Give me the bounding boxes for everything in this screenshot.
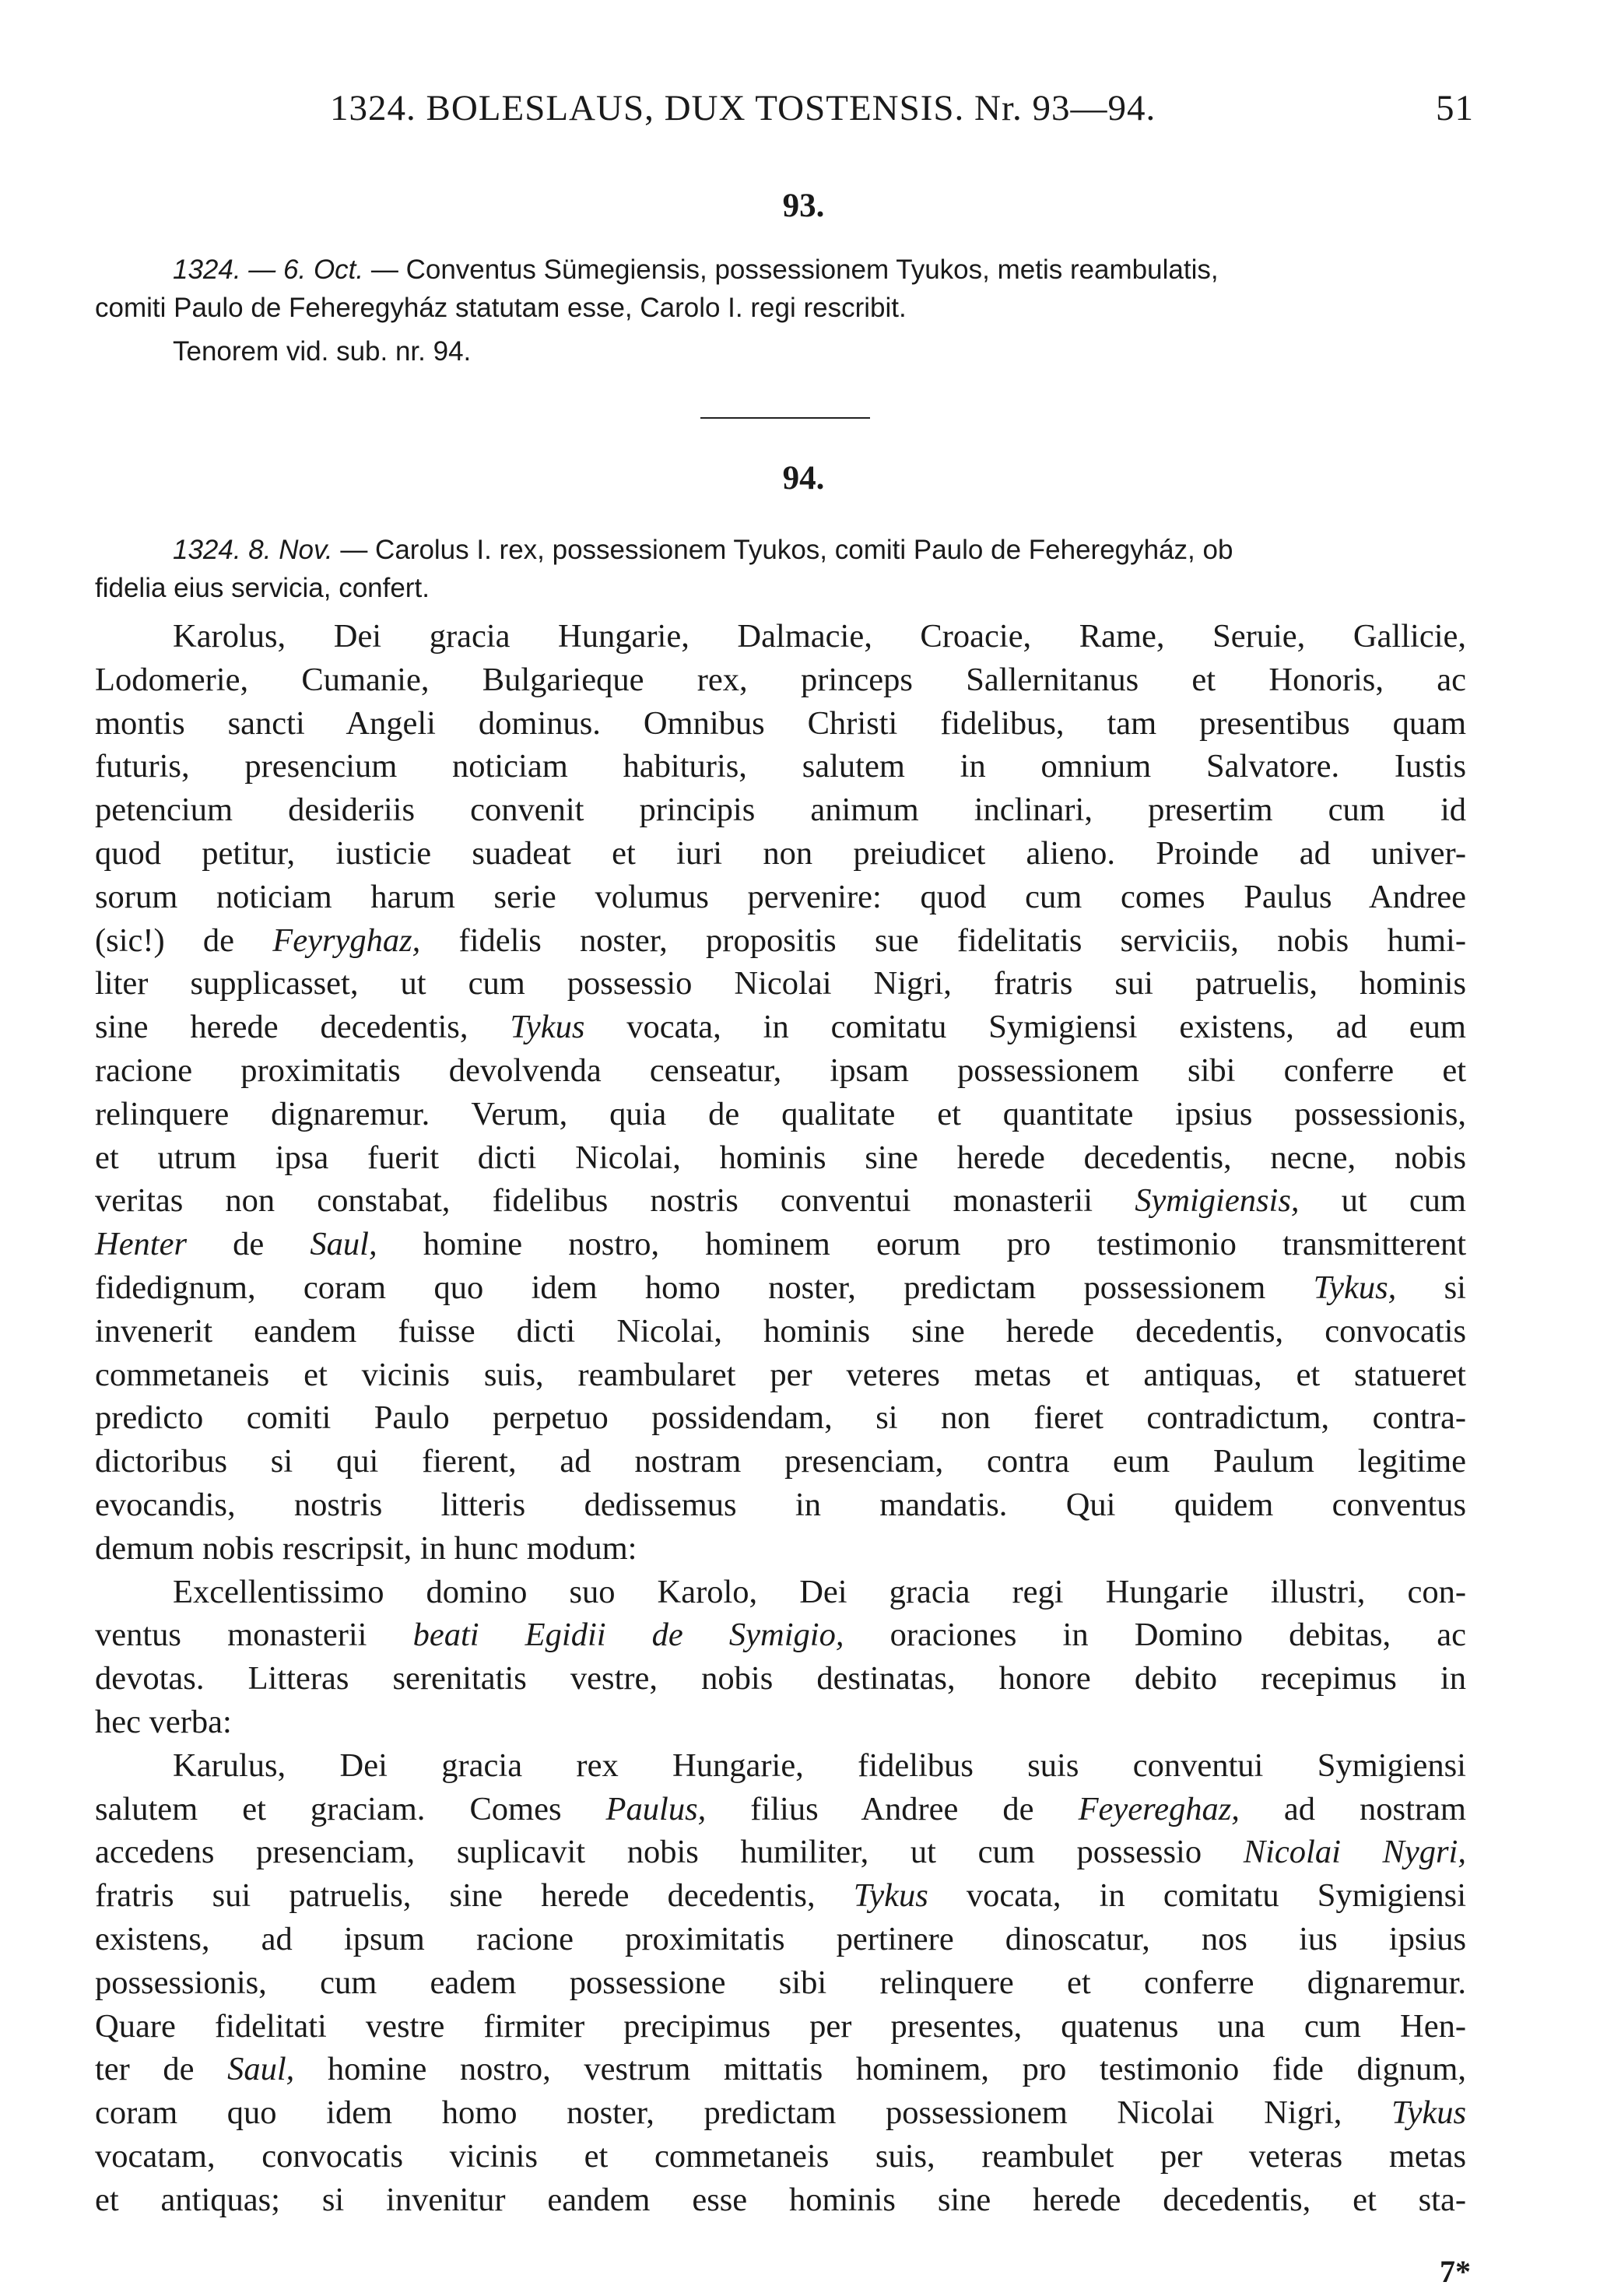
text-segment: filius Andree de [706, 1790, 1079, 1827]
text-segment: si [1396, 1269, 1466, 1306]
text-line [95, 2178, 1466, 2222]
text-segment: fidedignum, coram quo idem homo noster, predictam possessionem [95, 1269, 1314, 1306]
text-segment: (sic!) de [95, 922, 273, 959]
regest-94-date: 1324. 8. Nov. [173, 535, 333, 565]
italic-name: Feyereghaz, [1078, 1790, 1240, 1827]
text-segment: vocatam, convocatis vicinis et commetaneis suis, reambulet per veteras metas [95, 2137, 1466, 2175]
text-segment: Karulus, Dei gracia rex Hungarie, fidelibus suis conventui Symigiensi [173, 1747, 1466, 1784]
text-segment: vocata, in comitatu Symigiensi [928, 1877, 1467, 1915]
text-line [95, 1223, 1466, 1266]
text-line [95, 1961, 1466, 2005]
text-segment: hec verba: [95, 1703, 232, 1740]
text-segment: predicto comiti Paulo perpetuo possidendam, si non fieret contradictum, contra- [95, 1399, 1466, 1437]
text-segment: sorum noticiam harum serie volumus pervenire: quod cum comes Paulus Andree [95, 878, 1466, 915]
text-segment: et antiquas; si invenitur eandem esse hominis sine herede decedentis, et sta- [95, 2181, 1466, 2218]
text-segment: liter supplicasset, ut cum possessio Nicolai Nigri, fratris sui patruelis, hominis [95, 965, 1466, 1002]
text-segment: ad nostram [1239, 1790, 1466, 1827]
text-segment: oraciones in Domino debitas, ac [844, 1617, 1466, 1654]
text-segment: Lodomerie, Cumanie, Bulgarieque rex, princeps Sallernitanus et Honoris, ac [95, 661, 1466, 698]
regest-93-line1: — Conventus Sümegiensis, possessionem Tyukos, metis reambulatis, [363, 255, 1219, 285]
italic-name: Saul, [227, 2051, 295, 2088]
text-segment: futuris, presencium noticiam habituris, salutem in omnium Salvatore. Iustis [95, 748, 1466, 785]
text-segment: demum nobis rescripsit, in hunc modum: [95, 1529, 637, 1567]
text-line [95, 1353, 1466, 1397]
text-line [95, 876, 1466, 919]
document-number-93: 93. [782, 188, 825, 224]
text-segment: racione proximitatis devolvenda censeatur, ipsam possessionem sibi conferre et [95, 1051, 1466, 1089]
text-line [95, 1657, 1466, 1701]
text-line [95, 1483, 1466, 1527]
document-number-94: 94. [782, 460, 825, 497]
text-segment: montis sancti Angeli dominus. Omnibus Christi fidelibus, tam presentibus quam [95, 704, 1466, 742]
text-line [95, 1266, 1466, 1310]
text-line [95, 832, 1466, 876]
text-line [95, 1006, 1466, 1049]
regest-94-line1: — Carolus I. rex, possessionem Tyukos, comiti Paulo de Feheregyház, ob [332, 535, 1233, 565]
text-line [95, 2048, 1466, 2091]
text-line [95, 962, 1466, 1006]
text-line [95, 1744, 1466, 1788]
italic-name: Tykus [853, 1877, 928, 1915]
text-segment: Excellentissimo domino suo Karolo, Dei gracia regi Hungarie illustri, con- [173, 1573, 1466, 1610]
text-line [95, 615, 1466, 658]
text-segment: homine nostro, vestrum mittatis hominem, pro testimonio fide dignum, [294, 2051, 1466, 2088]
text-segment: relinquere dignaremur. Verum, quia de qualitate et quantitate ipsius possessionis, [95, 1095, 1466, 1132]
text-segment: de [187, 1226, 311, 1263]
regest-94 [95, 531, 1465, 607]
text-line [95, 702, 1466, 746]
text-segment: ventus monasterii [95, 1617, 413, 1654]
text-segment: evocandis, nostris litteris dedissemus in mandatis. Qui quidem conventus [95, 1486, 1466, 1523]
text-line [95, 788, 1466, 832]
text-segment: salutem et graciam. Comes [95, 1790, 606, 1827]
text-segment: dictoribus si qui fierent, ad nostram presenciam, contra eum Paulum legitime [95, 1443, 1466, 1480]
text-line [95, 1093, 1466, 1136]
text-segment: Karolus, Dei gracia Hungarie, Dalmacie, Croacie, Rame, Seruie, Gallicie, [173, 618, 1466, 655]
text-line [95, 1396, 1466, 1440]
text-line [95, 1136, 1466, 1180]
text-segment: fratris sui patruelis, sine herede decedentis, [95, 1877, 854, 1915]
italic-name: Feyryghaz, [272, 922, 421, 959]
text-line [95, 1571, 1466, 1614]
italic-name: Saul, [310, 1226, 377, 1263]
text-segment: sine herede decedentis, [95, 1009, 511, 1046]
section-divider [700, 417, 870, 419]
tenorem-reference: Tenorem vid. sub. nr. 94. [173, 336, 472, 367]
regest-93 [95, 251, 1465, 327]
text-line [95, 1788, 1466, 1831]
running-title: 1324. BOLESLAUS, DUX TOSTENSIS. Nr. 93—94. [330, 88, 1156, 128]
text-line [95, 1527, 1466, 1571]
text-segment: et utrum ipsa fuerit dicti Nicolai, hominis sine herede decedentis, necne, nobis [95, 1139, 1466, 1176]
text-segment: ut cum [1299, 1182, 1466, 1220]
text-segment: fidelis noster, propositis sue fidelitatis serviciis, nobis humi- [420, 922, 1466, 959]
regest-94-line2: fidelia eius servicia, confert. [95, 573, 430, 603]
text-line [95, 919, 1466, 963]
italic-name: Symigiensis, [1135, 1182, 1300, 1220]
italic-name: Nicolai Nygri, [1243, 1834, 1466, 1871]
text-line [95, 745, 1466, 788]
text-line [95, 1831, 1466, 1874]
text-line [95, 1874, 1466, 1918]
text-segment: devotas. Litteras serenitatis vestre, nobis destinatas, honore debito recepimus in [95, 1660, 1466, 1697]
text-line [95, 1701, 1466, 1744]
italic-name: Tykus [510, 1009, 585, 1046]
text-line [95, 658, 1466, 702]
text-line [95, 1440, 1466, 1483]
italic-name: beati Egidii de Symigio, [412, 1617, 844, 1654]
text-segment: coram quo idem homo noster, predictam possessionem Nicolai Nigri, [95, 2094, 1391, 2132]
text-segment: ter de [95, 2051, 228, 2088]
regest-93-date: 1324. — 6. Oct. [173, 255, 364, 285]
text-segment: Quare fidelitati vestre firmiter precipimus per presentes, quatenus una cum Hen- [95, 2007, 1466, 2045]
text-line [95, 1049, 1466, 1093]
text-line [95, 2091, 1466, 2135]
text-segment: veritas non constabat, fidelibus nostris conventui monasterii [95, 1182, 1135, 1220]
text-line [95, 2005, 1466, 2048]
text-segment: existens, ad ipsum racione proximitatis pertinere dinoscatur, nos ius ipsius [95, 1920, 1466, 1957]
italic-name: Tykus [1391, 2094, 1466, 2132]
signature-mark: 7* [1440, 2254, 1471, 2289]
text-line [95, 1918, 1466, 1961]
text-segment: invenerit eandem fuisse dicti Nicolai, hominis sine herede decedentis, convocatis [95, 1312, 1466, 1350]
text-line [95, 1310, 1466, 1353]
italic-name: Tykus, [1313, 1269, 1397, 1306]
text-line [95, 2135, 1466, 2178]
italic-name: Paulus, [605, 1790, 707, 1827]
charter-text [95, 615, 1466, 2221]
text-segment: quod petitur, iusticie suadeat et iuri non preiudicet alieno. Proinde ad univer- [95, 834, 1466, 872]
text-segment: vocata, in comitatu Symigiensi existens, ad eum [584, 1009, 1466, 1046]
text-segment: accedens presenciam, suplicavit nobis humiliter, ut cum possessio [95, 1834, 1244, 1871]
text-segment: possessionis, cum eadem possessione sibi relinquere et conferre dignaremur. [95, 1964, 1466, 2001]
text-segment: commetaneis et vicinis suis, reambularet per veteres metas et antiquas, et statueret [95, 1356, 1466, 1393]
page-number: 51 [1436, 88, 1474, 128]
text-segment: petencium desideriis convenit principis animum inclinari, presertim cum id [95, 792, 1466, 829]
text-line [95, 1179, 1466, 1223]
text-segment: homine nostro, hominem eorum pro testimonio transmitterent [377, 1226, 1466, 1263]
text-line [95, 1613, 1466, 1657]
italic-name: Henter [95, 1226, 188, 1263]
regest-93-line2: comiti Paulo de Feheregyház statutam esse, Carolo I. regi rescribit. [95, 293, 907, 323]
